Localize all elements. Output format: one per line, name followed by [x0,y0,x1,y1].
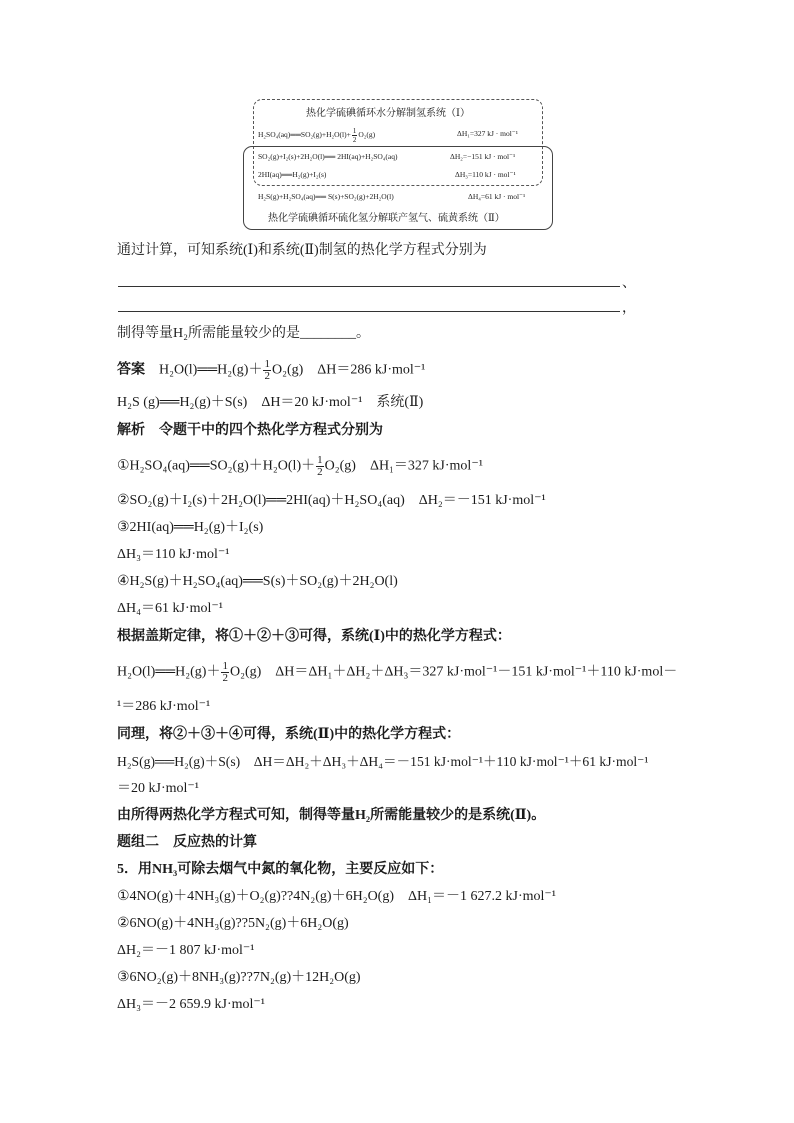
eq-4-enthalpy: ΔH₄＝61 kJ·mol⁻¹ [117,601,223,616]
reaction-1-part-a: H₂SO₄(aq)══SO₂(g)+H₂O(l)+ [258,130,351,140]
reaction-2-enthalpy: ΔH₂=−151 kJ · mol⁻¹ [450,152,516,161]
half-fraction [263,359,271,382]
system-2-result: ＝20 kJ·mol⁻¹ [117,781,199,796]
eq-1 [117,455,483,478]
system-2-equation: H₂S(g)══H₂(g)＋S(s) ΔH＝ΔH₂＋ΔH₃＋ΔH₄＝－151 kJ·mol⁻¹＋110 kJ·mol⁻¹＋61 kJ·mol⁻¹ [117,754,649,769]
hess-law-1: 根据盖斯定律，将①＋②＋③可得，系统(Ⅰ)中的热化学方程式： [117,629,511,644]
blank-punct-1: 、 [622,276,636,291]
reaction-1-part-b: O₂(g) [358,130,376,140]
q5-reaction-2: ②6NO(g)＋4NH₃(g)??5N₂(g)＋6H₂O(g) [117,916,349,931]
fraction-numerator: 1 [264,358,270,370]
eq-1a: ①H₂SO₄(aq)══SO₂(g)＋H₂O(l)＋ [117,458,316,474]
reaction-3-equation: 2HI(aq)══H₂(g)+I₂(s) [258,170,327,179]
reaction-2-equation: SO₂(g)+I₂(s)+2H₂O(l)══ 2HI(aq)+H₂SO₄(aq) [258,152,398,161]
blank-punct-2: ， [622,301,636,316]
question-intro: 通过计算，可知系统(Ⅰ)和系统(Ⅱ)制氢的热化学方程式分别为 [117,243,487,258]
answer-eq-1a: H₂O(l)══H₂(g)＋ [159,362,263,378]
reaction-1-fraction [352,127,358,144]
reaction-1-enthalpy: ΔH₁=327 kJ · mol⁻¹ [457,129,518,138]
answer-blank-2 [118,311,620,312]
question-less-energy: 制得等量H₂所需能量较少的是________。 [117,326,370,341]
conclusion: 由所得两热化学方程式可知，制得等量H₂所需能量较少的是系统(Ⅱ)。 [117,808,546,823]
system-2-title: 热化学硫碘循环硫化氢分解联产氢气、硫黄系统（Ⅱ） [268,213,505,224]
half-fraction [221,661,229,684]
fraction-denominator: 2 [352,136,357,144]
system-1-title: 热化学硫碘循环水分解制氢系统（Ⅰ） [306,108,470,119]
question-5: 5．用NH₃可除去烟气中氮的氧化物，主要反应如下： [117,862,444,877]
fraction-numerator: 1 [222,660,228,672]
q5-reaction-3-enthalpy: ΔH₃＝－2 659.9 kJ·mol⁻¹ [117,997,265,1012]
answer-eq-1b: O₂(g) ΔH＝286 kJ·mol⁻¹ [271,362,426,378]
fraction-denominator: 2 [264,370,270,382]
system-1-equation [117,661,677,684]
q5-reaction-1: ①4NO(g)＋4NH₃(g)＋O₂(g)??4N₂(g)＋6H₂O(g) ΔH₁＝－1 627.2 kJ·mol⁻¹ [117,889,556,904]
group-2-heading: 题组二 反应热的计算 [117,835,257,850]
analysis-label: 解析 令题干中的四个热化学方程式分别为 [117,423,383,438]
answer-blank-1 [118,286,620,287]
hess-law-2: 同理，将②＋③＋④可得，系统(Ⅱ)中的热化学方程式： [117,727,461,742]
eq-3: ③2HI(aq)══H₂(g)＋I₂(s) [117,520,264,535]
reaction-3-enthalpy: ΔH₃=110 kJ · mol⁻¹ [455,170,516,179]
eq-2: ②SO₂(g)＋I₂(s)＋2H₂O(l)══2HI(aq)＋H₂SO₄(aq) ΔH₂＝－151 kJ·mol⁻¹ [117,493,546,508]
q5-reaction-2-enthalpy: ΔH₂＝－1 807 kJ·mol⁻¹ [117,943,255,958]
q5-reaction-3: ③6NO₂(g)＋8NH₃(g)??7N₂(g)＋12H₂O(g) [117,970,361,985]
system-1-eq-b: O₂(g) ΔH＝ΔH₁＋ΔH₂＋ΔH₃＝327 kJ·mol⁻¹－151 kJ·mol⁻¹＋110 kJ·mol－ [229,664,678,680]
answer-line-1 [117,359,425,382]
answer-label: 答案 [117,362,145,378]
system-1-result: ¹＝286 kJ·mol⁻¹ [117,699,211,714]
fraction-denominator: 2 [317,466,323,478]
reaction-1-equation [258,127,375,144]
eq-3-enthalpy: ΔH₃＝110 kJ·mol⁻¹ [117,547,230,562]
fraction-denominator: 2 [222,672,228,684]
system-1-eq-a: H₂O(l)══H₂(g)＋ [117,664,221,680]
answer-line-2: H₂S (g)══H₂(g)＋S(s) ΔH＝20 kJ·mol⁻¹ 系统(Ⅱ) [117,395,424,410]
eq-4: ④H₂S(g)＋H₂SO₄(aq)══S(s)＋SO₂(g)＋2H₂O(l) [117,574,398,589]
fraction-numerator: 1 [352,127,357,135]
reaction-4-enthalpy: ΔH₄=61 kJ · mol⁻¹ [468,192,526,201]
half-fraction [316,455,324,478]
eq-1b: O₂(g) ΔH₁＝327 kJ·mol⁻¹ [324,458,483,474]
reaction-4-equation: H₂S(g)+H₂SO₄(aq)══ S(s)+SO₂(g)+2H₂O(l) [258,192,394,201]
fraction-numerator: 1 [317,454,323,466]
